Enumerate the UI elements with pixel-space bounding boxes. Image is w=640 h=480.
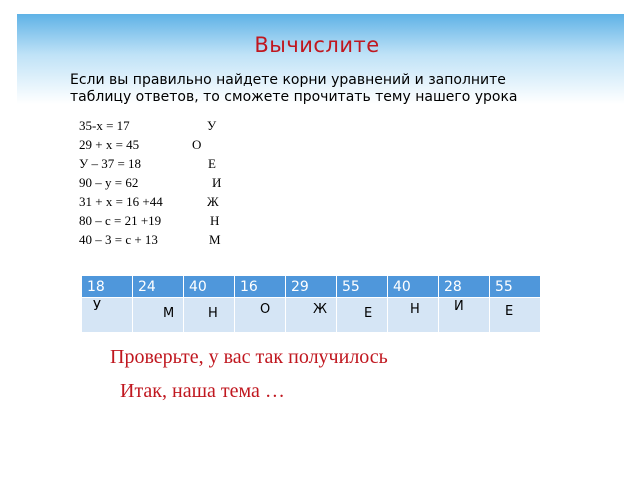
equation-expression: 31 + х = 16 +44 — [79, 194, 163, 209]
answer-letter: М — [163, 306, 175, 321]
answer-letter-cell — [337, 298, 388, 333]
answer-number-cell: 18 — [82, 276, 133, 298]
equation-letter: Е — [208, 156, 216, 171]
answer-number-cell: 16 — [235, 276, 286, 298]
answer-letter-cell — [490, 298, 541, 333]
answer-letter: Е — [505, 304, 514, 319]
equation-letter: О — [192, 137, 202, 152]
equation-row — [79, 156, 239, 175]
answer-letter-cell — [439, 298, 490, 333]
answer-letter: О — [260, 302, 271, 317]
equation-letter: Н — [210, 213, 220, 228]
answer-letter-cell — [286, 298, 337, 333]
equation-letter: М — [209, 232, 221, 247]
answer-letter: И — [454, 299, 464, 314]
answer-number-cell: 28 — [439, 276, 490, 298]
topic-text: Итак, наша тема … — [120, 380, 285, 402]
answer-letter-cell — [82, 298, 133, 333]
intro-text: Если вы правильно найдете корни уравнений и заполните таблицу ответов, то сможете прочитать тему нашего урока — [70, 72, 518, 105]
equation-expression: 35-х = 17 — [79, 118, 130, 133]
equation-letter: И — [212, 175, 222, 190]
answer-number-cell: 29 — [286, 276, 337, 298]
equation-row — [79, 213, 239, 232]
equation-row — [79, 137, 239, 156]
answer-number-cell: 24 — [133, 276, 184, 298]
equation-expression: У – 37 = 18 — [79, 156, 142, 171]
answer-letter-cell — [184, 298, 235, 333]
equation-expression: 40 – 3 = с + 13 — [79, 232, 158, 247]
answer-numbers-row — [82, 276, 541, 298]
equation-expression: 80 – с = 21 +19 — [79, 213, 162, 228]
answer-letter-cell — [235, 298, 286, 333]
answer-letter: У — [93, 299, 101, 314]
equation-letter: У — [207, 118, 217, 133]
answer-number-cell: 40 — [184, 276, 235, 298]
answer-letters-row — [82, 298, 541, 333]
equation-letter: Ж — [207, 194, 219, 209]
answer-letter-cell — [133, 298, 184, 333]
equation-expression: 90 – у = 62 — [79, 175, 139, 190]
answer-letter-cell — [388, 298, 439, 333]
answer-letter: Е — [364, 306, 373, 321]
answer-number-cell: 40 — [388, 276, 439, 298]
answer-table — [81, 275, 541, 333]
answer-letter: Н — [208, 306, 218, 321]
slide-title: Вычислите — [254, 33, 380, 57]
answer-letter: Ж — [313, 302, 328, 317]
equation-row — [79, 118, 239, 137]
equation-row — [79, 194, 239, 213]
check-text: Проверьте, у вас так получилось — [110, 346, 388, 368]
answer-number-cell: 55 — [490, 276, 541, 298]
answer-number-cell: 55 — [337, 276, 388, 298]
equation-row — [79, 175, 239, 194]
equation-row — [79, 232, 239, 251]
equation-expression: 29 + х = 45 — [79, 137, 140, 152]
answer-letter: Н — [410, 302, 420, 317]
